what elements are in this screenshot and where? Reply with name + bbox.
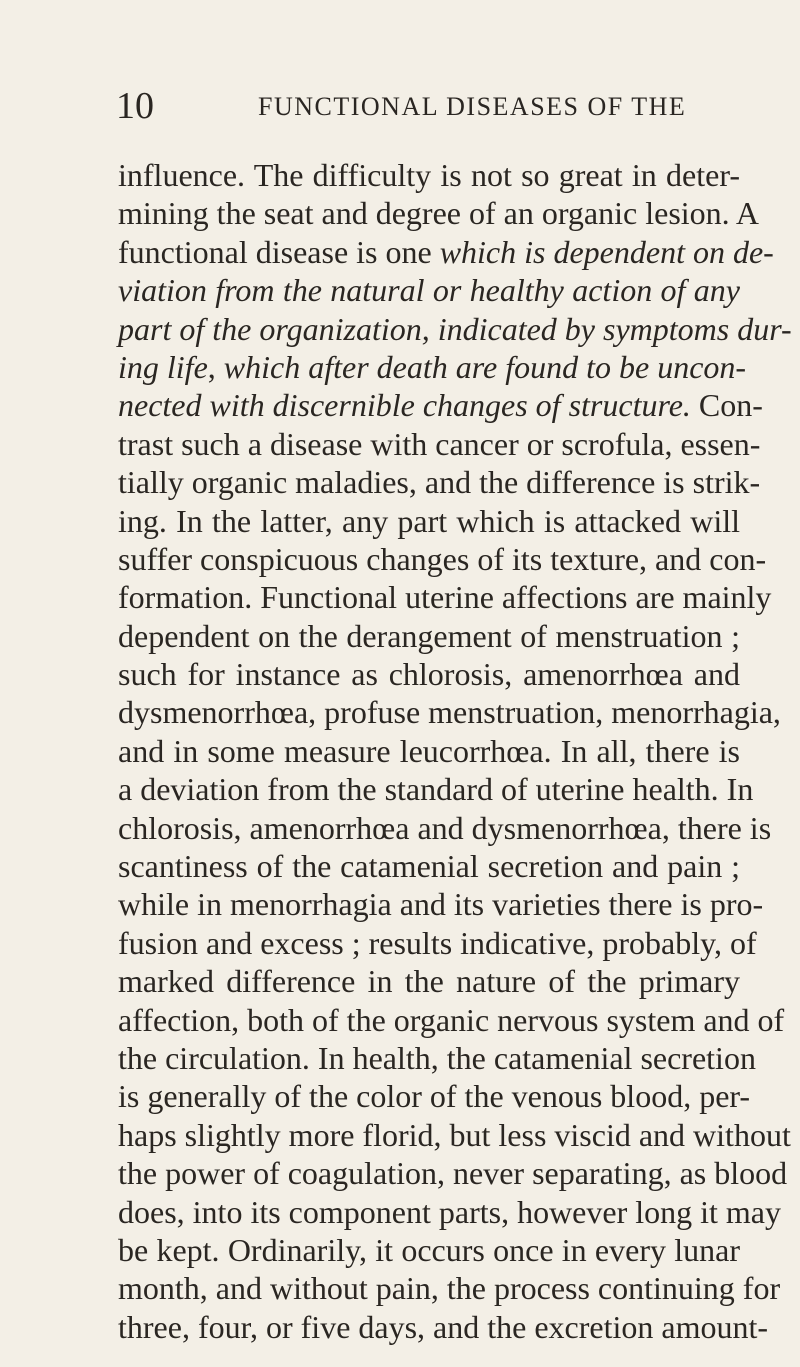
text-segment: be kept. Ordinarily, it occurs once in every lunar xyxy=(118,1231,740,1268)
text-line xyxy=(118,386,763,424)
text-segment: three, four, or five days, and the excretion amount- xyxy=(118,1308,769,1345)
italic-text-segment: part of the organization, indicated by symptoms dur- xyxy=(118,310,792,347)
text-line xyxy=(118,770,754,808)
text-segment: a deviation from the standard of uterine health. In xyxy=(118,771,754,808)
italic-text-segment: viation from the natural or healthy action of any xyxy=(118,272,740,309)
text-line xyxy=(118,156,740,194)
italic-text-segment: ing life xyxy=(118,348,208,385)
text-line xyxy=(118,732,740,770)
italic-text-segment: nected with discernible changes of structure. xyxy=(118,387,691,424)
text-segment: Con- xyxy=(690,387,763,424)
text-line xyxy=(118,425,761,463)
text-line xyxy=(118,463,761,501)
text-segment: fusion and excess ; results indicative, probably, of xyxy=(118,924,757,961)
text-line xyxy=(118,617,740,655)
text-segment: affection, both of the organic nervous system and of xyxy=(118,1001,785,1038)
text-line xyxy=(118,310,792,348)
text-line xyxy=(118,655,740,693)
text-segment: ing. In the latter, any part which is attacked will xyxy=(118,502,740,539)
text-line xyxy=(118,1116,791,1154)
text-line xyxy=(118,1077,751,1115)
text-line xyxy=(118,924,757,962)
text-line xyxy=(118,502,740,540)
text-line xyxy=(118,1039,756,1077)
text-line xyxy=(118,233,774,271)
text-line xyxy=(118,1269,781,1307)
text-line xyxy=(118,1193,781,1231)
text-line xyxy=(118,578,772,616)
text-line xyxy=(118,962,740,1000)
text-segment: dependent on the derangement of menstruation ; xyxy=(118,617,740,654)
text-line xyxy=(118,847,740,885)
text-segment: dysmenorrhœa, profuse menstruation, menorrhagia, xyxy=(118,694,781,731)
text-segment: functional disease is one xyxy=(118,233,440,270)
text-line xyxy=(118,271,740,309)
text-segment: month, and without pain, the process continuing for xyxy=(118,1270,781,1307)
text-segment: is generally of the color of the venous blood, per- xyxy=(118,1078,751,1115)
running-title: FUNCTIONAL DISEASES OF THE xyxy=(258,92,687,121)
text-segment: suffer conspicuous changes of its texture, and con- xyxy=(118,540,767,577)
page-number: 10 xyxy=(116,85,154,127)
text-line xyxy=(118,809,772,847)
body-text xyxy=(118,156,792,1346)
text-line xyxy=(118,1154,788,1192)
text-segment: trast such a disease with cancer or scrofula, essen- xyxy=(118,425,761,462)
text-line xyxy=(118,348,747,386)
text-segment: such for instance as chlorosis, amenorrhœa and xyxy=(118,656,740,693)
text-segment: scantiness of the catamenial secretion and pain ; xyxy=(118,848,740,885)
text-line xyxy=(118,1308,769,1346)
text-segment: marked difference in the nature of the primary xyxy=(118,963,740,1000)
text-line xyxy=(118,1001,785,1039)
text-line xyxy=(118,194,759,232)
text-segment: the power of coagulation, never separating, as blood xyxy=(118,1155,788,1192)
text-segment: haps slightly more florid, but less viscid and without xyxy=(118,1116,791,1153)
running-head xyxy=(0,86,800,126)
text-segment: does, into its component parts, however long it may xyxy=(118,1193,781,1230)
text-segment: influence. The difficulty is not so great in deter- xyxy=(118,157,740,193)
text-line xyxy=(118,693,781,731)
text-line xyxy=(118,885,764,923)
text-segment: tially organic maladies, and the difference is strik- xyxy=(118,464,761,501)
text-segment: the circulation. In health, the catamenial secretion xyxy=(118,1039,756,1076)
text-segment: while in menorrhagia and its varieties there is pro- xyxy=(118,886,764,923)
text-segment: formation. Functional uterine affections are mainly xyxy=(118,579,772,616)
text-segment: and in some measure leucorrhœa. In all, there is xyxy=(118,732,740,769)
text-line xyxy=(118,1231,740,1269)
italic-text-segment: which is dependent on de- xyxy=(439,233,774,270)
italic-text-segment: which after death are found to be uncon- xyxy=(223,348,747,385)
text-segment: , xyxy=(207,348,224,385)
text-segment: mining the seat and degree of an organic lesion. A xyxy=(118,195,759,232)
text-line xyxy=(118,540,767,578)
text-segment: chlorosis, amenorrhœa and dysmenorrhœa, there is xyxy=(118,809,772,846)
